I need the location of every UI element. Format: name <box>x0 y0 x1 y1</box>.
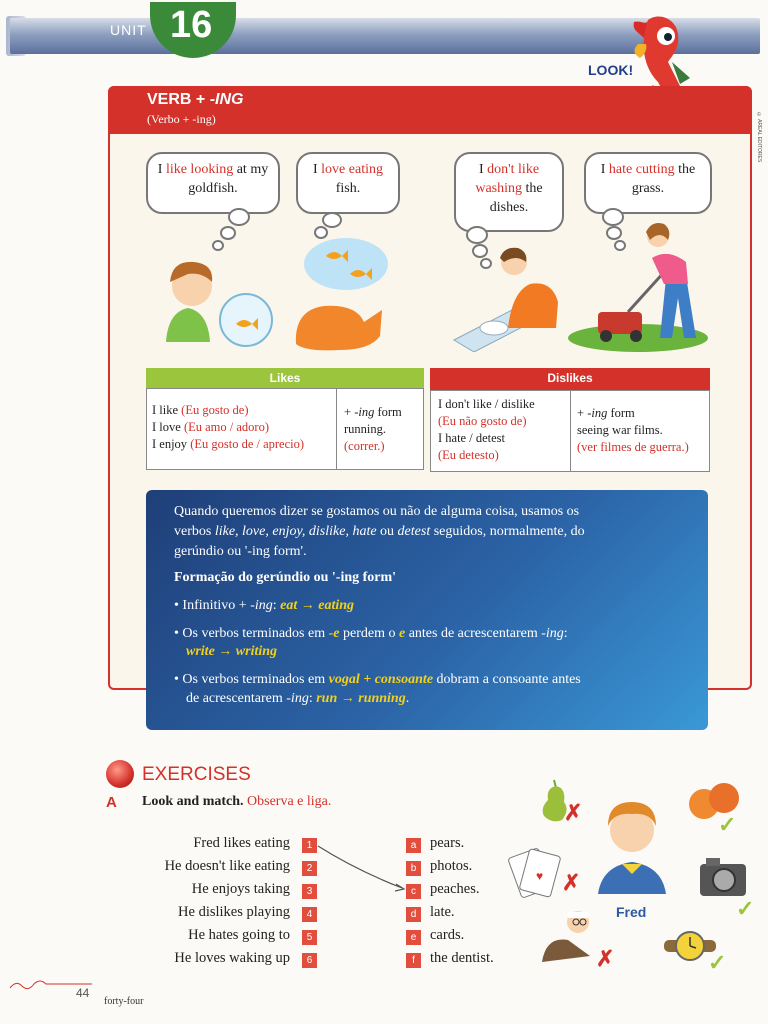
match-right-c: peaches. <box>430 881 480 897</box>
thought-bubble-4: I hate cutting the grass. <box>584 152 712 214</box>
page-number: 44 <box>76 986 90 1000</box>
dislikes-line1-pt: (Eu não gosto de) <box>438 414 527 428</box>
exercise-letter: A <box>106 794 117 811</box>
fred-portrait <box>596 796 670 896</box>
unit-number: 16 <box>170 4 213 46</box>
match-right-a: pears. <box>430 835 465 851</box>
check-mark-icon: ✓ <box>708 950 727 975</box>
likes-header: Likes <box>146 368 424 388</box>
grammar-bullet-3: • Os verbos terminados em vogal + consoante dobram a consoante antes <box>174 672 581 687</box>
fred-label: Fred <box>616 904 647 920</box>
grammar-bullet-1: • Infinitivo + -ing: eat → eating <box>174 598 355 613</box>
match-left-3: He enjoys taking <box>191 881 290 897</box>
match-left-4: He dislikes playing <box>178 904 290 920</box>
dislikes-line1: I don't like / dislike <box>438 397 535 411</box>
grammar-bullet-3-cont: de acrescentarem -ing: run → running. <box>186 691 410 706</box>
exercises-title: EXERCISES <box>142 764 251 785</box>
likes-form: + -ing form <box>344 405 402 419</box>
unit-label: UNIT <box>110 22 147 38</box>
match-right-d: late. <box>430 904 455 920</box>
exercises-bullet-icon <box>106 760 134 788</box>
match-letter-a[interactable]: a <box>406 838 421 853</box>
likes-row-1: I like (Eu gosto de) <box>152 403 249 417</box>
match-letter-b[interactable]: b <box>406 861 421 876</box>
cross-mark-icon: ✗ <box>562 870 581 895</box>
grammar-intro-1: Quando queremos dizer se gostamos ou não de alguma coisa, usamos os <box>174 504 580 519</box>
match-left-5: He hates going to <box>188 927 290 943</box>
look-label: LOOK! <box>588 62 634 78</box>
likes-example: running. <box>344 422 387 436</box>
section-subtitle: (Verbo + -ing) <box>147 112 216 126</box>
likes-row-2: I love (Eu amo / adoro) <box>152 420 269 434</box>
cross-mark-icon: ✗ <box>596 946 615 971</box>
match-letter-e[interactable]: e <box>406 930 421 945</box>
grammar-heading: Formação do gerúndio ou '-ing form' <box>174 570 397 585</box>
match-number-5[interactable]: 5 <box>302 930 317 945</box>
match-left-1: Fred likes eating <box>193 835 290 851</box>
dislikes-form: + -ing form <box>577 406 635 420</box>
boy-goldfish-illustration <box>158 252 278 352</box>
match-number-2[interactable]: 2 <box>302 861 317 876</box>
cat-dreaming-fish-illustration <box>290 226 390 354</box>
match-letter-f[interactable]: f <box>406 953 421 968</box>
match-connector-line <box>316 840 408 896</box>
dislikes-example: seeing war films. <box>577 423 663 437</box>
check-mark-icon: ✓ <box>718 812 737 837</box>
section-title: VERB + -ING <box>147 91 244 108</box>
thought-bubble-3: I don't like washing the dishes. <box>454 152 564 232</box>
boy-washing-dishes-illustration <box>452 244 566 352</box>
match-right-b: photos. <box>430 858 473 874</box>
match-number-1[interactable]: 1 <box>302 838 317 853</box>
side-credit: © AREAL EDITORES <box>756 112 762 163</box>
match-letter-c[interactable]: c <box>406 884 421 899</box>
dislikes-example-pt: (ver filmes de guerra.) <box>577 440 689 454</box>
thought-bubble-2: I love eating fish. <box>296 152 400 214</box>
dislikes-line2-pt: (Eu detesto) <box>438 448 499 462</box>
match-left-2: He doesn't like eating <box>164 858 290 874</box>
check-mark-icon: ✓ <box>736 896 755 921</box>
likes-example-pt: (correr.) <box>344 439 385 453</box>
match-right-e: cards. <box>430 927 465 943</box>
grammar-intro-3: gerúndio ou '-ing form'. <box>174 544 307 559</box>
grammar-bullet-2: • Os verbos terminados em -e perdem o e antes de acrescentarem -ing: <box>174 626 568 641</box>
match-letter-d[interactable]: d <box>406 907 421 922</box>
likes-row-3: I enjoy (Eu gosto de / aprecio) <box>152 437 305 451</box>
match-left-6: He loves waking up <box>174 950 290 966</box>
match-right-f: the dentist. <box>430 950 494 966</box>
match-number-4[interactable]: 4 <box>302 907 317 922</box>
cross-mark-icon: ✗ <box>564 800 583 825</box>
girl-mowing-lawn-illustration <box>568 218 714 364</box>
dislikes-line2: I hate / detest <box>438 431 505 445</box>
camera-icon <box>698 854 750 898</box>
exercise-instruction: Look and match. Observa e liga. <box>142 794 332 809</box>
grammar-bullet-2-example: write → writing <box>186 644 278 659</box>
dislikes-header: Dislikes <box>430 368 710 390</box>
svg-text:♥: ♥ <box>536 869 544 883</box>
page-number-words: forty-four <box>104 996 144 1007</box>
dentist-icon <box>538 906 602 966</box>
match-number-6[interactable]: 6 <box>302 953 317 968</box>
grammar-intro-2: verbos like, love, enjoy, dislike, hate ou detest seguidos, normalmente, do <box>174 524 585 539</box>
match-number-3[interactable]: 3 <box>302 884 317 899</box>
playing-cards-icon <box>506 846 566 898</box>
thought-bubble-1: I like looking at my goldfish. <box>146 152 280 214</box>
